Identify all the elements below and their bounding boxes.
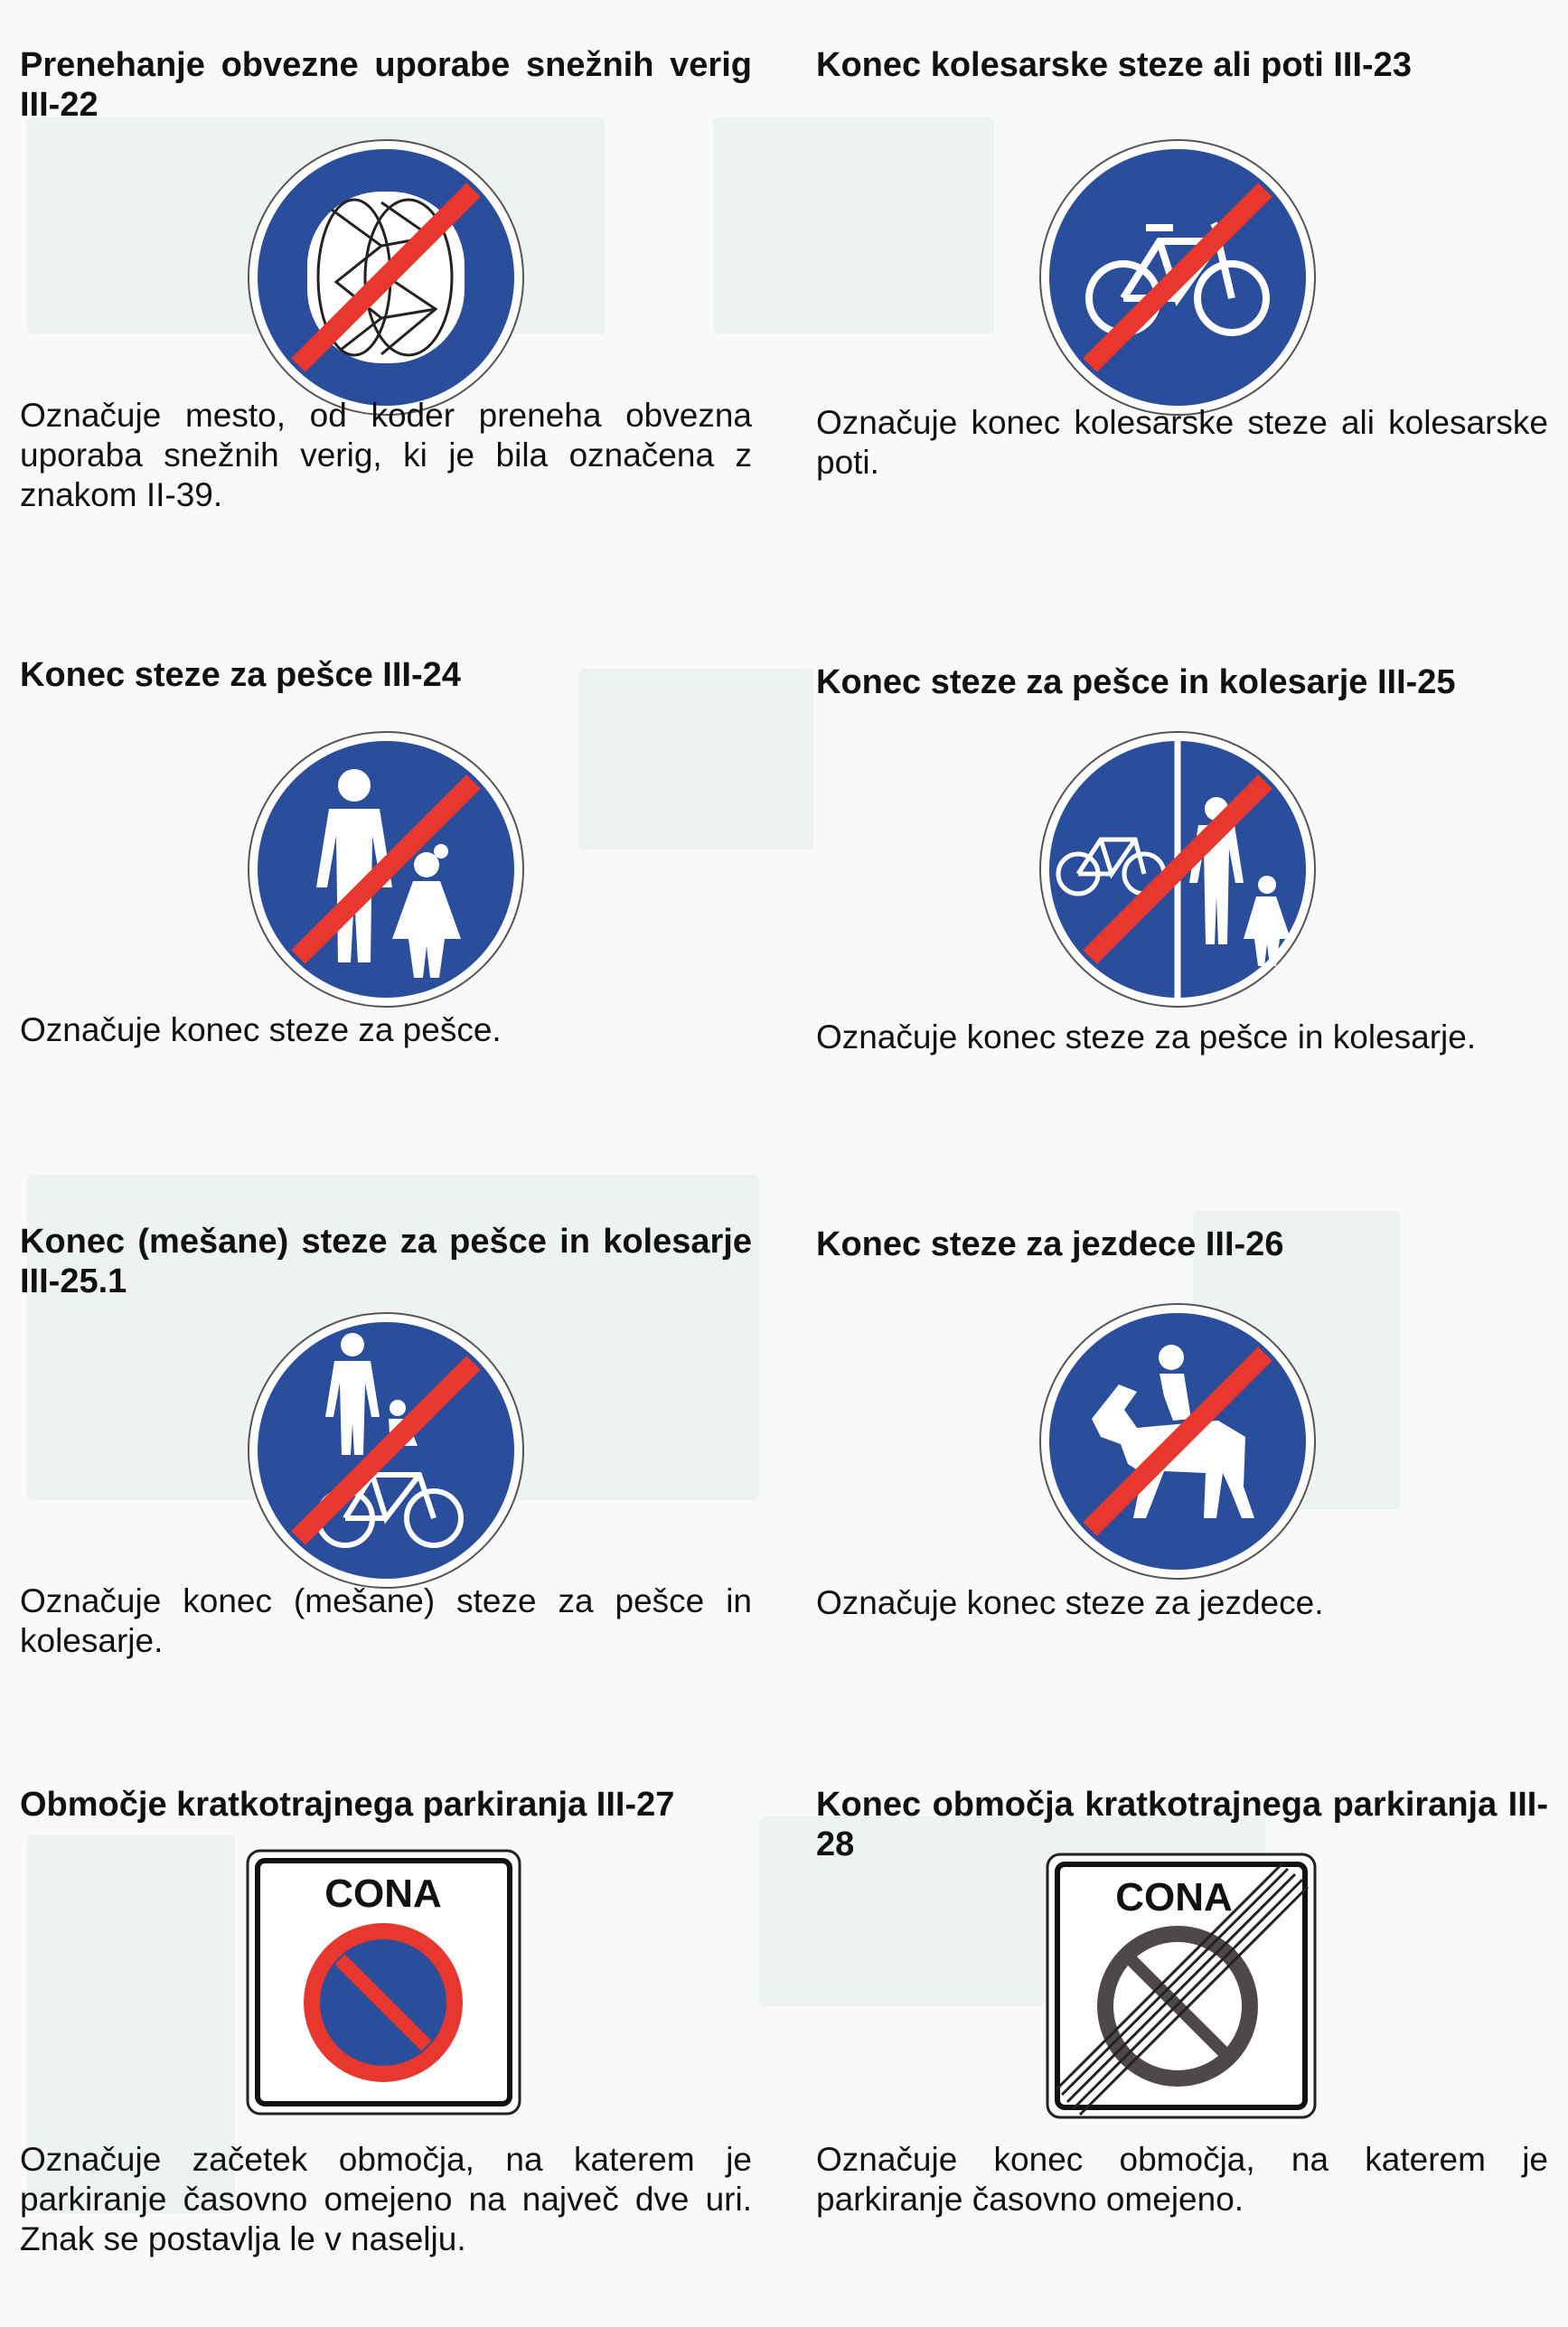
- sign-description-III-27: Označuje začetek območja, na katerem je parkiranje časovno omejeno na največ dve uri. Znak se postavlja le v naselju.: [20, 2141, 752, 2257]
- sign-title-III-25-1: Konec (mešane) steze za pešce in kolesarje III-25.1: [20, 1223, 752, 1300]
- sign-description-III-23: Označuje konec kolesarske steze ali kolesarske poti.: [816, 404, 1548, 481]
- zone-label: CONA: [324, 1872, 442, 1916]
- sign-title-III-28: Konec območja kratkotrajnega parkiranja III-28: [816, 1786, 1548, 1863]
- sign-title-III-22: Prenehanje obvezne uporabe snežnih verig III-22: [20, 46, 752, 124]
- sign-description-III-24: Označuje konec steze za pešce.: [20, 1011, 502, 1048]
- zone-label: CONA: [1115, 1875, 1233, 1919]
- sign-description-III-26: Označuje konec steze za jezdece.: [816, 1584, 1324, 1621]
- sign-description-III-25-1: Označuje konec (mešane) steze za pešce in kolesarje.: [20, 1582, 752, 1659]
- bleed-through-shape: [578, 669, 813, 849]
- sign-III-23: [1038, 137, 1318, 418]
- sign-title-III-24: Konec steze za pešce III-24: [20, 656, 461, 694]
- sign-description-III-22: Označuje mesto, od koder preneha obvezna uporaba snežnih verig, ki je bila označena z znakom II-39.: [20, 397, 752, 513]
- sign-description-III-28: Označuje konec območja, na katerem je parkiranje časovno omejeno.: [816, 2141, 1548, 2218]
- sign-III-22: [246, 137, 526, 418]
- sign-description-III-25: Označuje konec steze za pešce in kolesarje.: [816, 1018, 1477, 1056]
- sign-III-28: [1046, 1853, 1317, 2119]
- sign-III-25: [1038, 729, 1318, 1009]
- sign-III-25-1: [246, 1310, 526, 1590]
- no-parking-icon: [304, 1923, 463, 2082]
- sign-title-III-27: Območje kratkotrajnega parkiranja III-27: [20, 1786, 675, 1824]
- sign-III-27: [246, 1849, 521, 2116]
- sign-title-III-26: Konec steze za jezdece III-26: [816, 1225, 1284, 1263]
- bleed-through-shape: [714, 117, 994, 334]
- sign-III-26: [1038, 1301, 1318, 1581]
- sign-III-24: [246, 729, 526, 1009]
- sign-title-III-23: Konec kolesarske steze ali poti III-23: [816, 46, 1412, 84]
- sign-title-III-25: Konec steze za pešce in kolesarje III-25: [816, 663, 1456, 701]
